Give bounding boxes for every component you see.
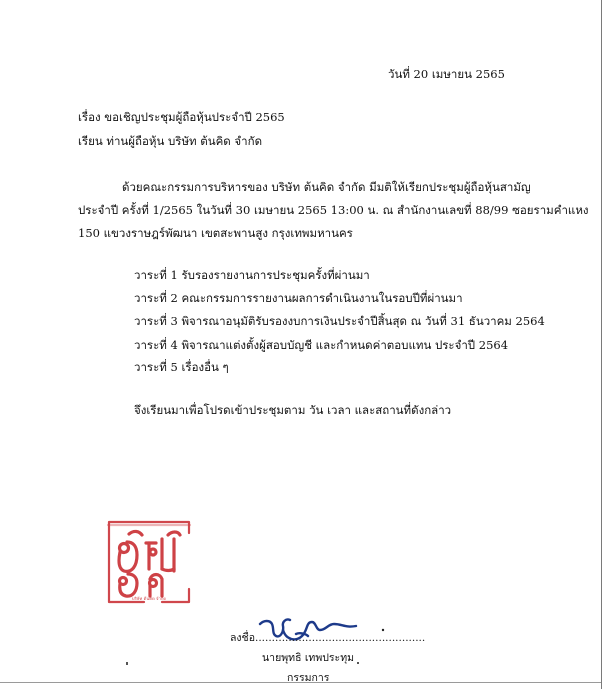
body-line-3: 150 แขวงราษฎร์พัฒนา เขตสะพานสูง กรุงเทพมหานคร (78, 226, 353, 240)
signer-position: กรรมการ (287, 672, 330, 684)
signature-label: ลงชื่อ................................................... (230, 632, 426, 644)
letter-date: วันที่ 20 เมษายน 2565 (388, 67, 505, 81)
stamp-small-text: บริษัท ต้นคิด จำกัด (131, 596, 167, 601)
agenda-item-4: วาระที่ 4 พิจารณาแต่งตั้งผู้สอบบัญชี และกำหนดค่าตอบแทน ประจำปี 2564 (134, 338, 509, 352)
scan-speck (357, 662, 359, 664)
agenda-item-1: วาระที่ 1 รับรองรายงานการประชุมครั้งที่ผ่านมา (134, 268, 370, 282)
agenda-item-2: วาระที่ 2 คณะกรรมการรายงานผลการดำเนินงานในรอบปีที่ผ่านมา (134, 291, 463, 305)
letter-salutation: เรียน ท่านผู้ถือหุ้น บริษัท ต้นคิด จำกัด (78, 134, 263, 148)
signer-name: นายพุทธิ เทพประทุม (262, 652, 355, 664)
letter-subject: เรื่อง ขอเชิญประชุมผู้ถือหุ้นประจำปี 2565 (78, 110, 285, 124)
scan-speck (126, 662, 128, 665)
page-edge-right (601, 0, 602, 689)
body-line-2: ประจำปี ครั้งที่ 1/2565 ในวันที่ 30 เมษายน 2565 13:00 น. ณ สำนักงานเลขที่ 88/99 ซอยรามคำแหง (78, 203, 589, 217)
agenda-item-3: วาระที่ 3 พิจารณาอนุมัติรับรองงบการเงินประจำปีสิ้นสุด ณ วันที่ 31 ธันวาคม 2564 (134, 314, 545, 328)
body-line-1: ด้วยคณะกรรมการบริหารของ บริษัท ต้นคิด จำกัด มีมติให้เรียกประชุมผู้ถือหุ้นสามัญ (122, 180, 531, 194)
company-stamp (106, 519, 192, 605)
letter-closing: จึงเรียนมาเพื่อโปรดเข้าประชุมตาม วัน เวลา และสถานที่ดังกล่าว (134, 403, 452, 417)
agenda-item-5: วาระที่ 5 เรื่องอื่น ๆ (134, 360, 229, 374)
